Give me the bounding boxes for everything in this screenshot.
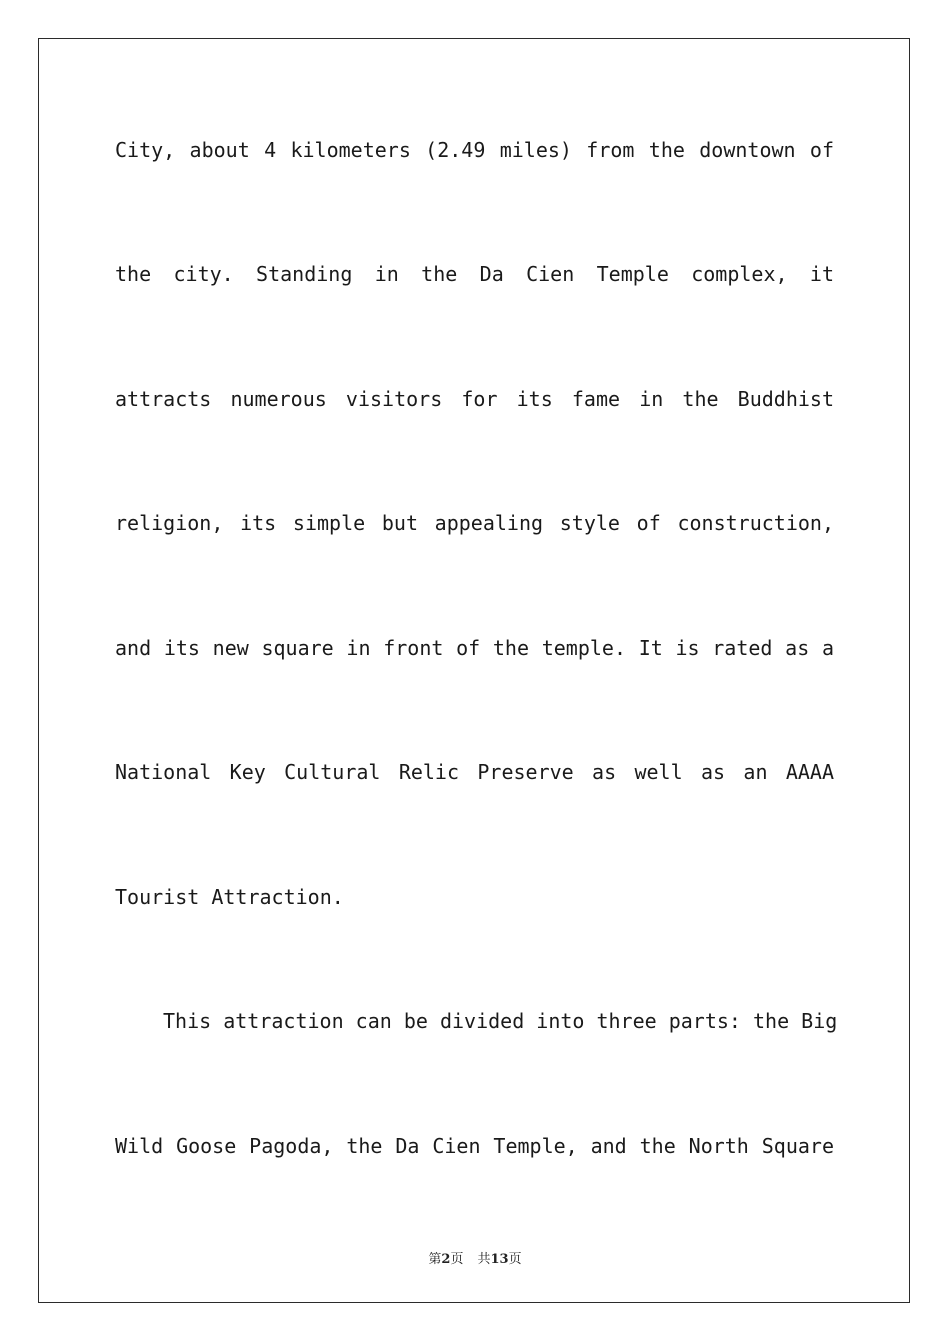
page-border [38, 38, 910, 1303]
body-text-line: the city. Standing in the Da Cien Temple complex, it [115, 262, 834, 286]
footer-page-prefix: 第 [428, 1252, 442, 1267]
body-text-line: City, about 4 kilometers (2.49 miles) from the downtown of [115, 138, 834, 162]
body-text-line: National Key Cultural Relic Preserve as well as an AAAA [115, 760, 834, 784]
body-text-line: and its new square in front of the temple. It is rated as a [115, 636, 834, 660]
body-text-line: attracts numerous visitors for its fame in the Buddhist [115, 387, 834, 411]
footer-total-prefix: 共 [477, 1252, 491, 1267]
footer-page-suffix: 页 [450, 1252, 464, 1267]
body-text-line: Wild Goose Pagoda, the Da Cien Temple, and the North Square [115, 1134, 834, 1158]
body-text-line: Tourist Attraction. [115, 885, 344, 909]
footer-page-number: 2 [441, 1252, 451, 1267]
footer-total-suffix: 页 [508, 1252, 522, 1267]
body-text-line: religion, its simple but appealing style of construction, [115, 511, 834, 535]
page-footer [0, 1248, 950, 1267]
footer-total-pages: 13 [490, 1252, 509, 1267]
paragraph-first-line: This attraction can be divided into three parts: the Big [163, 1009, 838, 1033]
